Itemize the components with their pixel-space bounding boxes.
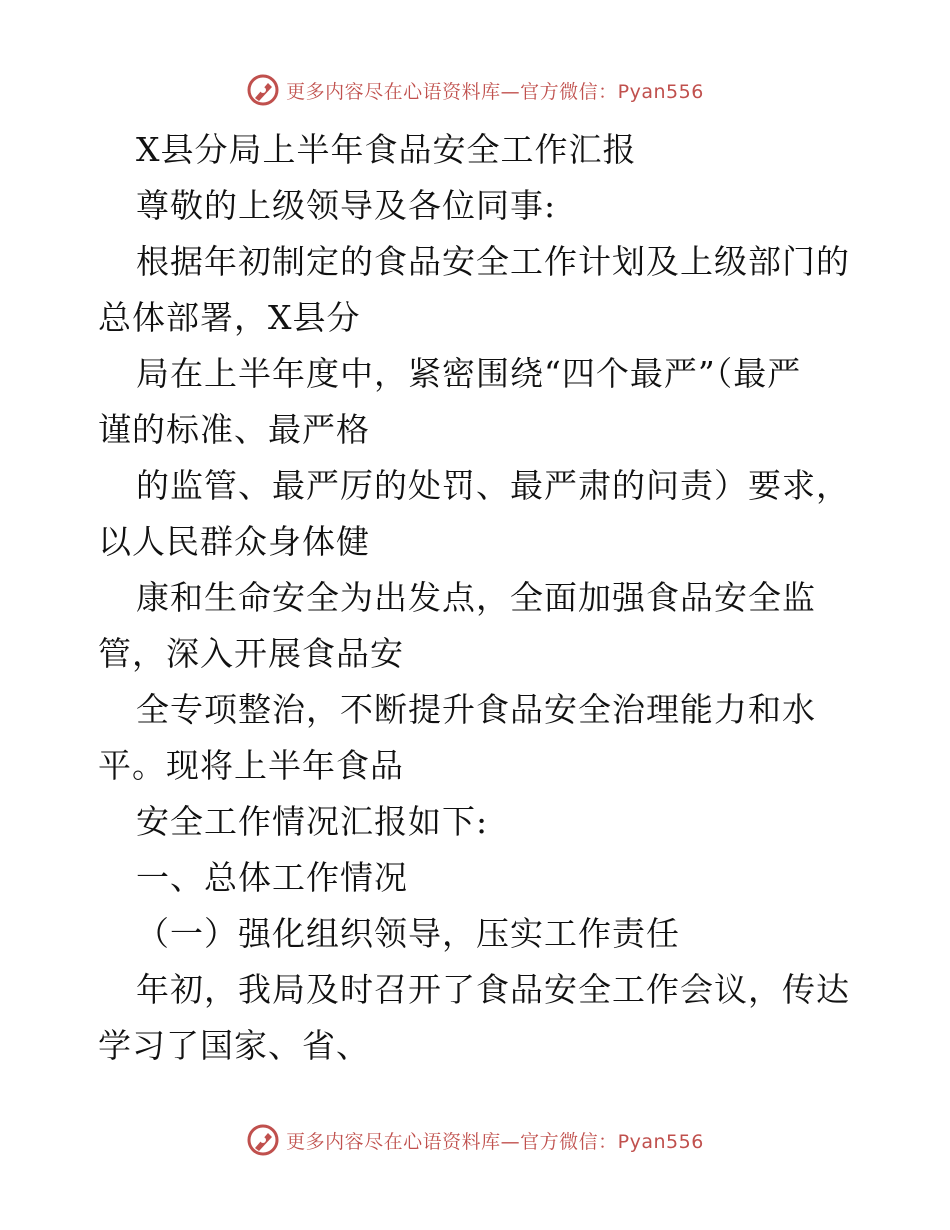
document-body <box>98 122 858 1074</box>
subsection-heading: （一）强化组织领导，压实工作责任 <box>136 914 680 953</box>
text-line: 谨的标准、最严格 <box>98 410 370 449</box>
text-line: 总体部署，X县分 <box>98 298 361 337</box>
header-watermark <box>0 70 950 110</box>
text-line: 的监管、最严厉的处罚、最严肃的问责）要求， <box>136 466 850 505</box>
text-line: 康和生命安全为出发点，全面加强食品安全监 <box>136 578 816 617</box>
text-line: 平。现将上半年食品 <box>98 746 404 785</box>
seal-pen-logo-icon <box>246 73 280 107</box>
text-line: 以人民群众身体健 <box>98 522 370 561</box>
seal-pen-logo-icon <box>246 1123 280 1157</box>
watermark-text: 更多内容尽在心语资料库—官方微信：Pyan556 <box>286 1130 704 1153</box>
watermark-text: 更多内容尽在心语资料库—官方微信：Pyan556 <box>286 80 704 103</box>
section-heading: 一、总体工作情况 <box>136 858 408 897</box>
document-title: X县分局上半年食品安全工作汇报 <box>136 130 637 169</box>
footer-watermark <box>0 1120 950 1160</box>
text-line: 局在上半年度中，紧密围绕“四个最严”（最严 <box>136 354 802 393</box>
text-line: 全专项整治，不断提升食品安全治理能力和水 <box>136 690 816 729</box>
text-line: 学习了国家、省、 <box>98 1026 370 1065</box>
text-line: 根据年初制定的食品安全工作计划及上级部门的 <box>136 242 850 281</box>
salutation: 尊敬的上级领导及各位同事: <box>136 186 557 225</box>
text-line: 安全工作情况汇报如下: <box>136 802 489 841</box>
text-line: 年初，我局及时召开了食品安全工作会议，传达 <box>136 970 850 1009</box>
text-line: 管，深入开展食品安 <box>98 634 404 673</box>
